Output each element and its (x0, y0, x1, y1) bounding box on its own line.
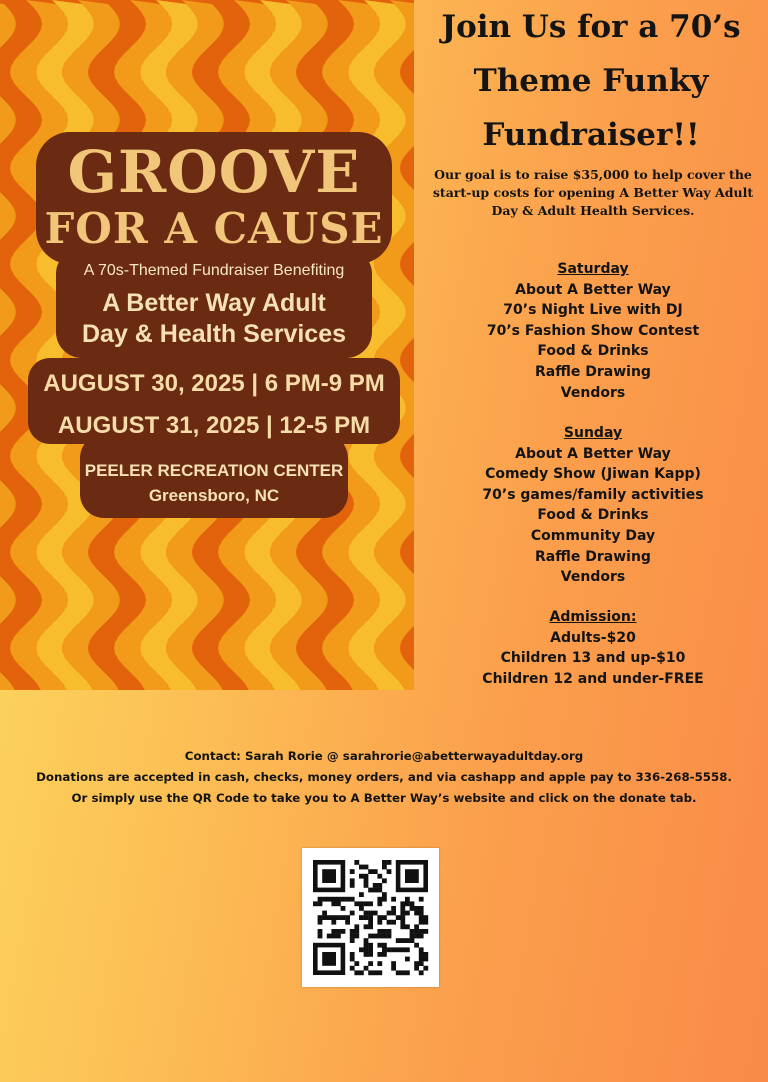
poster-date-saturday: AUGUST 30, 2025 | 6 PM-9 PM (43, 370, 385, 397)
qr-module (322, 869, 336, 883)
qr-module (377, 897, 382, 902)
qr-module (354, 934, 359, 939)
qr-module (391, 947, 396, 952)
qr-module (364, 915, 369, 920)
qr-module (354, 929, 359, 934)
qr-module (354, 924, 359, 929)
qr-module (359, 915, 364, 920)
qr-module (391, 911, 396, 916)
qr-module (350, 869, 355, 874)
qr-module (414, 934, 419, 939)
qr-module (318, 929, 323, 934)
title-badge (28, 132, 400, 524)
qr-module (423, 966, 428, 971)
qr-module (396, 970, 401, 975)
qr-module (396, 947, 401, 952)
qr-module (364, 924, 369, 929)
qr-module (387, 947, 392, 952)
list-item: 70’s Night Live with DJ (503, 302, 683, 319)
qr-instructions: Or simply use the QR Code to take you to A Better Way’s website and click on the donate tab. (71, 791, 697, 805)
qr-module (382, 915, 387, 920)
qr-module (419, 911, 424, 916)
qr-module (377, 929, 382, 934)
qr-module (350, 957, 355, 962)
qr-module (405, 970, 410, 975)
qr-module (382, 943, 387, 948)
qr-module (419, 934, 424, 939)
qr-module (368, 901, 373, 906)
qr-module (359, 906, 364, 911)
qr-module (405, 938, 410, 943)
qr-module (345, 915, 350, 920)
qr-module (350, 929, 355, 934)
qr-module (400, 915, 405, 920)
qr-module (364, 901, 369, 906)
qr-module (364, 883, 369, 888)
qr-module (359, 874, 364, 879)
org-line1: A Better Way Adult (102, 289, 326, 317)
qr-module (377, 943, 382, 948)
qr-module (350, 952, 355, 957)
qr-module (336, 929, 341, 934)
qr-module (368, 911, 373, 916)
list-item: Children 13 and up-$10 (500, 650, 686, 667)
qr-module (405, 947, 410, 952)
qr-module (387, 860, 392, 865)
list-item: 70’s Fashion Show Contest (486, 322, 700, 339)
qr-module (410, 906, 415, 911)
qr-module (354, 961, 359, 966)
fundraising-goal (428, 166, 758, 220)
qr-module (322, 911, 327, 916)
qr-module (350, 883, 355, 888)
qr-module (331, 929, 336, 934)
list-item: Children 12 and under-FREE (482, 670, 704, 687)
qr-module (391, 920, 396, 925)
qr-module (387, 869, 392, 874)
list-item: Community Day (530, 527, 656, 544)
org-line2: Day & Health Services (81, 320, 347, 348)
list-item: 70’s games/family activities (482, 486, 704, 503)
qr-module (368, 924, 373, 929)
qr-module (405, 897, 410, 902)
list-item: Food & Drinks (537, 507, 649, 524)
qr-module (318, 920, 323, 925)
saturday-heading: Saturday (557, 261, 629, 277)
qr-module (373, 911, 378, 916)
qr-module (419, 952, 424, 957)
qr-module (400, 906, 405, 911)
qr-module (419, 915, 424, 920)
qr-module (405, 901, 410, 906)
qr-module (336, 934, 341, 939)
venue-city: Greensboro, NC (148, 486, 280, 505)
qr-module (423, 920, 428, 925)
donation-methods: Donations are accepted in cash, checks, money orders, and via cashapp and apple pay to 336-268-5558. (36, 770, 732, 784)
qr-module (350, 934, 355, 939)
list-item: About A Better Way (515, 445, 671, 462)
saturday-schedule (428, 259, 758, 403)
qr-module (336, 897, 341, 902)
qr-code-icon[interactable] (302, 848, 439, 987)
qr-module (364, 911, 369, 916)
contact-line: Contact: Sarah Rorie @ sarahrorie@abetterwayadultday.org (184, 749, 584, 763)
qr-module (396, 915, 401, 920)
qr-module (423, 929, 428, 934)
qr-module (405, 869, 419, 883)
qr-module (419, 961, 424, 966)
qr-module (368, 970, 373, 975)
qr-module (359, 865, 364, 870)
qr-module (331, 901, 336, 906)
qr-module (373, 888, 378, 893)
qr-module (414, 924, 419, 929)
qr-module (368, 947, 373, 952)
qr-module (368, 888, 373, 893)
qr-module (387, 920, 392, 925)
qr-module (327, 897, 332, 902)
qr-module (318, 897, 323, 902)
heading-line1: Join Us for a 70’s (441, 9, 741, 45)
poster-panel (0, 0, 414, 690)
qr-module (322, 952, 336, 966)
qr-module (400, 901, 405, 906)
poster-organization (28, 288, 400, 350)
qr-module (414, 961, 419, 966)
qr-module (382, 865, 387, 870)
qr-module (327, 915, 332, 920)
qr-module (387, 929, 392, 934)
admission-heading: Admission: (549, 609, 637, 625)
qr-module (359, 970, 364, 975)
qr-module (313, 901, 318, 906)
qr-module (341, 897, 346, 902)
qr-module (405, 924, 410, 929)
qr-module (318, 915, 323, 920)
qr-module (373, 934, 378, 939)
qr-module (414, 966, 419, 971)
qr-module (377, 901, 382, 906)
qr-module (341, 906, 346, 911)
poster-subtitle: A 70s-Themed Fundraiser Benefiting (83, 262, 345, 279)
qr-module (396, 938, 401, 943)
qr-module (350, 938, 355, 943)
poster-date-sunday: AUGUST 31, 2025 | 12-5 PM (57, 412, 371, 439)
qr-module (354, 860, 359, 865)
qr-module (410, 901, 415, 906)
list-item: Vendors (560, 569, 626, 586)
qr-module (364, 943, 369, 948)
qr-module (419, 906, 424, 911)
qr-module (368, 915, 373, 920)
qr-module (400, 920, 405, 925)
qr-module (350, 897, 355, 902)
qr-module (322, 915, 327, 920)
qr-module (368, 869, 373, 874)
qr-module (350, 911, 355, 916)
qr-module (377, 970, 382, 975)
qr-module (368, 961, 373, 966)
qr-module (391, 906, 396, 911)
qr-module (359, 901, 364, 906)
qr-module (382, 897, 387, 902)
qr-module (414, 911, 419, 916)
qr-module (377, 961, 382, 966)
qr-module (364, 865, 369, 870)
qr-module (368, 934, 373, 939)
qr-module (391, 961, 396, 966)
goal-line2: start-up costs for opening A Better Way Adult (432, 185, 754, 200)
qr-module (331, 915, 336, 920)
qr-module (419, 920, 424, 925)
qr-module (419, 957, 424, 962)
qr-module (414, 943, 419, 948)
qr-module (387, 911, 392, 916)
heading-line2: Theme Funky (473, 63, 709, 99)
goal-line1: Our goal is to raise $35,000 to help cover the (434, 167, 752, 182)
qr-module (336, 915, 341, 920)
qr-code-graphic (302, 848, 439, 987)
admission-prices (428, 607, 758, 689)
qr-module (364, 966, 369, 971)
qr-module (327, 934, 332, 939)
list-item: Comedy Show (Jiwan Kapp) (485, 466, 701, 483)
qr-module (350, 878, 355, 883)
qr-module (382, 892, 387, 897)
venue-name: PEELER RECREATION CENTER (84, 461, 344, 480)
qr-module (419, 929, 424, 934)
qr-module (364, 947, 369, 952)
qr-module (382, 952, 387, 957)
list-item: Raffle Drawing (535, 363, 651, 380)
qr-module (331, 897, 336, 902)
qr-module (377, 888, 382, 893)
list-item: Adults-$20 (550, 629, 636, 646)
qr-module (377, 874, 382, 879)
qr-module (382, 934, 387, 939)
qr-module (419, 897, 424, 902)
qr-module (336, 901, 341, 906)
qr-module (359, 947, 364, 952)
qr-module (419, 970, 424, 975)
qr-module (368, 943, 373, 948)
qr-module (400, 924, 405, 929)
qr-module (373, 970, 378, 975)
list-item: About A Better Way (515, 281, 671, 298)
qr-module (423, 957, 428, 962)
qr-module (387, 934, 392, 939)
qr-module (391, 897, 396, 902)
qr-module (377, 883, 382, 888)
qr-module (400, 947, 405, 952)
qr-module (322, 897, 327, 902)
qr-module (382, 878, 387, 883)
list-item: Vendors (560, 384, 626, 401)
qr-module (400, 938, 405, 943)
qr-module (414, 929, 419, 934)
poster-title-line1: GROOVE (67, 138, 361, 206)
qr-module (414, 906, 419, 911)
qr-module (423, 915, 428, 920)
qr-module (400, 911, 405, 916)
qr-module (345, 897, 350, 902)
poster-venue (28, 458, 400, 508)
qr-module (364, 938, 369, 943)
goal-line3: Day & Adult Health Services. (491, 203, 695, 218)
qr-module (405, 911, 410, 916)
qr-module (382, 929, 387, 934)
list-item: Food & Drinks (537, 343, 649, 360)
heading-line3: Fundraiser!! (482, 117, 700, 153)
qr-module (341, 915, 346, 920)
qr-module (341, 929, 346, 934)
qr-module (368, 952, 373, 957)
qr-module (419, 947, 424, 952)
qr-module (331, 920, 336, 925)
qr-module (423, 952, 428, 957)
qr-module (377, 915, 382, 920)
qr-module (359, 892, 364, 897)
qr-module (364, 878, 369, 883)
list-item: Raffle Drawing (535, 548, 651, 565)
qr-module (350, 966, 355, 971)
qr-module (377, 920, 382, 925)
qr-module (410, 938, 415, 943)
qr-module (373, 883, 378, 888)
qr-module (377, 952, 382, 957)
qr-module (382, 947, 387, 952)
qr-module (354, 901, 359, 906)
qr-module (410, 929, 415, 934)
qr-module (354, 970, 359, 975)
qr-module (377, 934, 382, 939)
qr-module (318, 901, 323, 906)
qr-module (318, 934, 323, 939)
qr-module (364, 952, 369, 957)
qr-module (405, 957, 410, 962)
qr-module (391, 966, 396, 971)
poster-title-line2: FOR A CAUSE (44, 204, 384, 253)
qr-module (382, 860, 387, 865)
qr-module (373, 869, 378, 874)
sunday-schedule (428, 423, 758, 588)
qr-module (400, 970, 405, 975)
qr-module (331, 934, 336, 939)
contact-info (0, 746, 768, 809)
qr-module (368, 920, 373, 925)
qr-module (364, 874, 369, 879)
sunday-heading: Sunday (563, 425, 623, 441)
event-heading (414, 0, 768, 162)
qr-module (345, 920, 350, 925)
qr-module (410, 934, 415, 939)
